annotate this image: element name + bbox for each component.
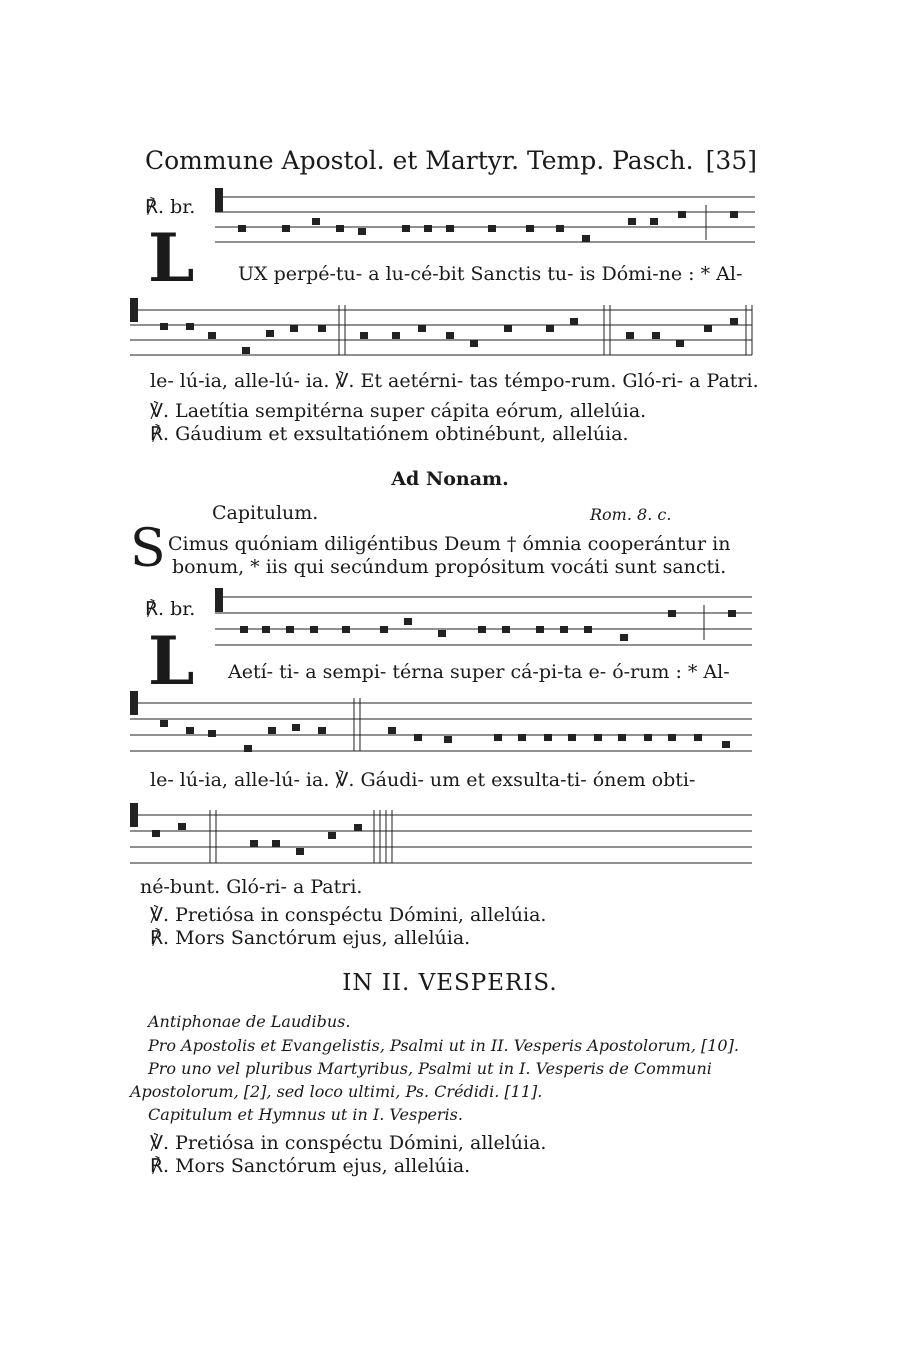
chant-lyric-line: Aetí- ti- a sempi- térna super cá-pi-ta e- ó-rum : * Al- [228, 661, 730, 683]
response: ℟. Mors Sanctórum ejus, allelúia. [150, 1155, 471, 1177]
chant-lyric-line: né-bunt. Gló-ri- a Patri. [140, 876, 363, 898]
page-title: Commune Apostol. et Martyr. Temp. Pasch. [145, 146, 694, 175]
staff-4 [130, 691, 752, 752]
chant-lyric-line: le- lú-ia, alle-lú- ia. ℣. Gáudi- um et exsulta-ti- ónem obti- [150, 769, 696, 791]
rubric: Pro Apostolis et Evangelistis, Psalmi ut in II. Vesperis Apostolorum, [10]. [148, 1036, 739, 1055]
staff-3 [215, 588, 752, 645]
page-reference: [35] [705, 146, 757, 175]
rubric: Apostolorum, [2], sed loco ultimi, Ps. Crédidi. [11]. [130, 1082, 543, 1101]
section-title: Ad Nonam. [391, 468, 509, 490]
rubric: Pro uno vel pluribus Martyribus, Psalmi ut in I. Vesperis de Communi [148, 1059, 712, 1078]
staff-2 [130, 298, 752, 355]
initial-letter: L [148, 219, 195, 297]
initial-letter: L [148, 622, 195, 700]
versicle: ℣. Pretiósa in conspéctu Dómini, allelúia. [150, 1132, 547, 1154]
capitulum-text-line: bonum, * iis qui secúndum propósitum vocáti sunt sancti. [172, 556, 727, 578]
chant-lyric-line: UX perpé-tu- a lu-cé-bit Sanctis tu- is Dómi-ne : * Al- [238, 263, 743, 285]
staff-5 [130, 803, 752, 863]
initial-letter: S [130, 519, 166, 579]
versicle: ℣. Laetítia sempitérna super cápita eórum, allelúia. [150, 400, 647, 422]
staff-1 [215, 188, 755, 242]
chant-lyric-line: le- lú-ia, alle-lú- ia. ℣. Et aetérni- tas témpo-rum. Gló-ri- a Patri. [150, 370, 759, 392]
capitulum-label: Capitulum. [212, 502, 319, 524]
response: ℟. Gáudium et exsultatiónem obtinébunt, allelúia. [150, 423, 629, 445]
rubric: Antiphonae de Laudibus. [148, 1012, 351, 1031]
responsory-label: ℟. br. [145, 196, 196, 218]
versicle: ℣. Pretiósa in conspéctu Dómini, allelúia. [150, 904, 547, 926]
capitulum-text-line: Cimus quóniam diligéntibus Deum † ómnia cooperántur in [168, 533, 731, 555]
responsory-label: ℟. br. [145, 598, 196, 620]
capitulum-reference: Rom. 8. c. [590, 505, 672, 524]
section-title: IN II. VESPERIS. [342, 970, 558, 996]
rubric: Capitulum et Hymnus ut in I. Vesperis. [148, 1105, 463, 1124]
response: ℟. Mors Sanctórum ejus, allelúia. [150, 927, 471, 949]
